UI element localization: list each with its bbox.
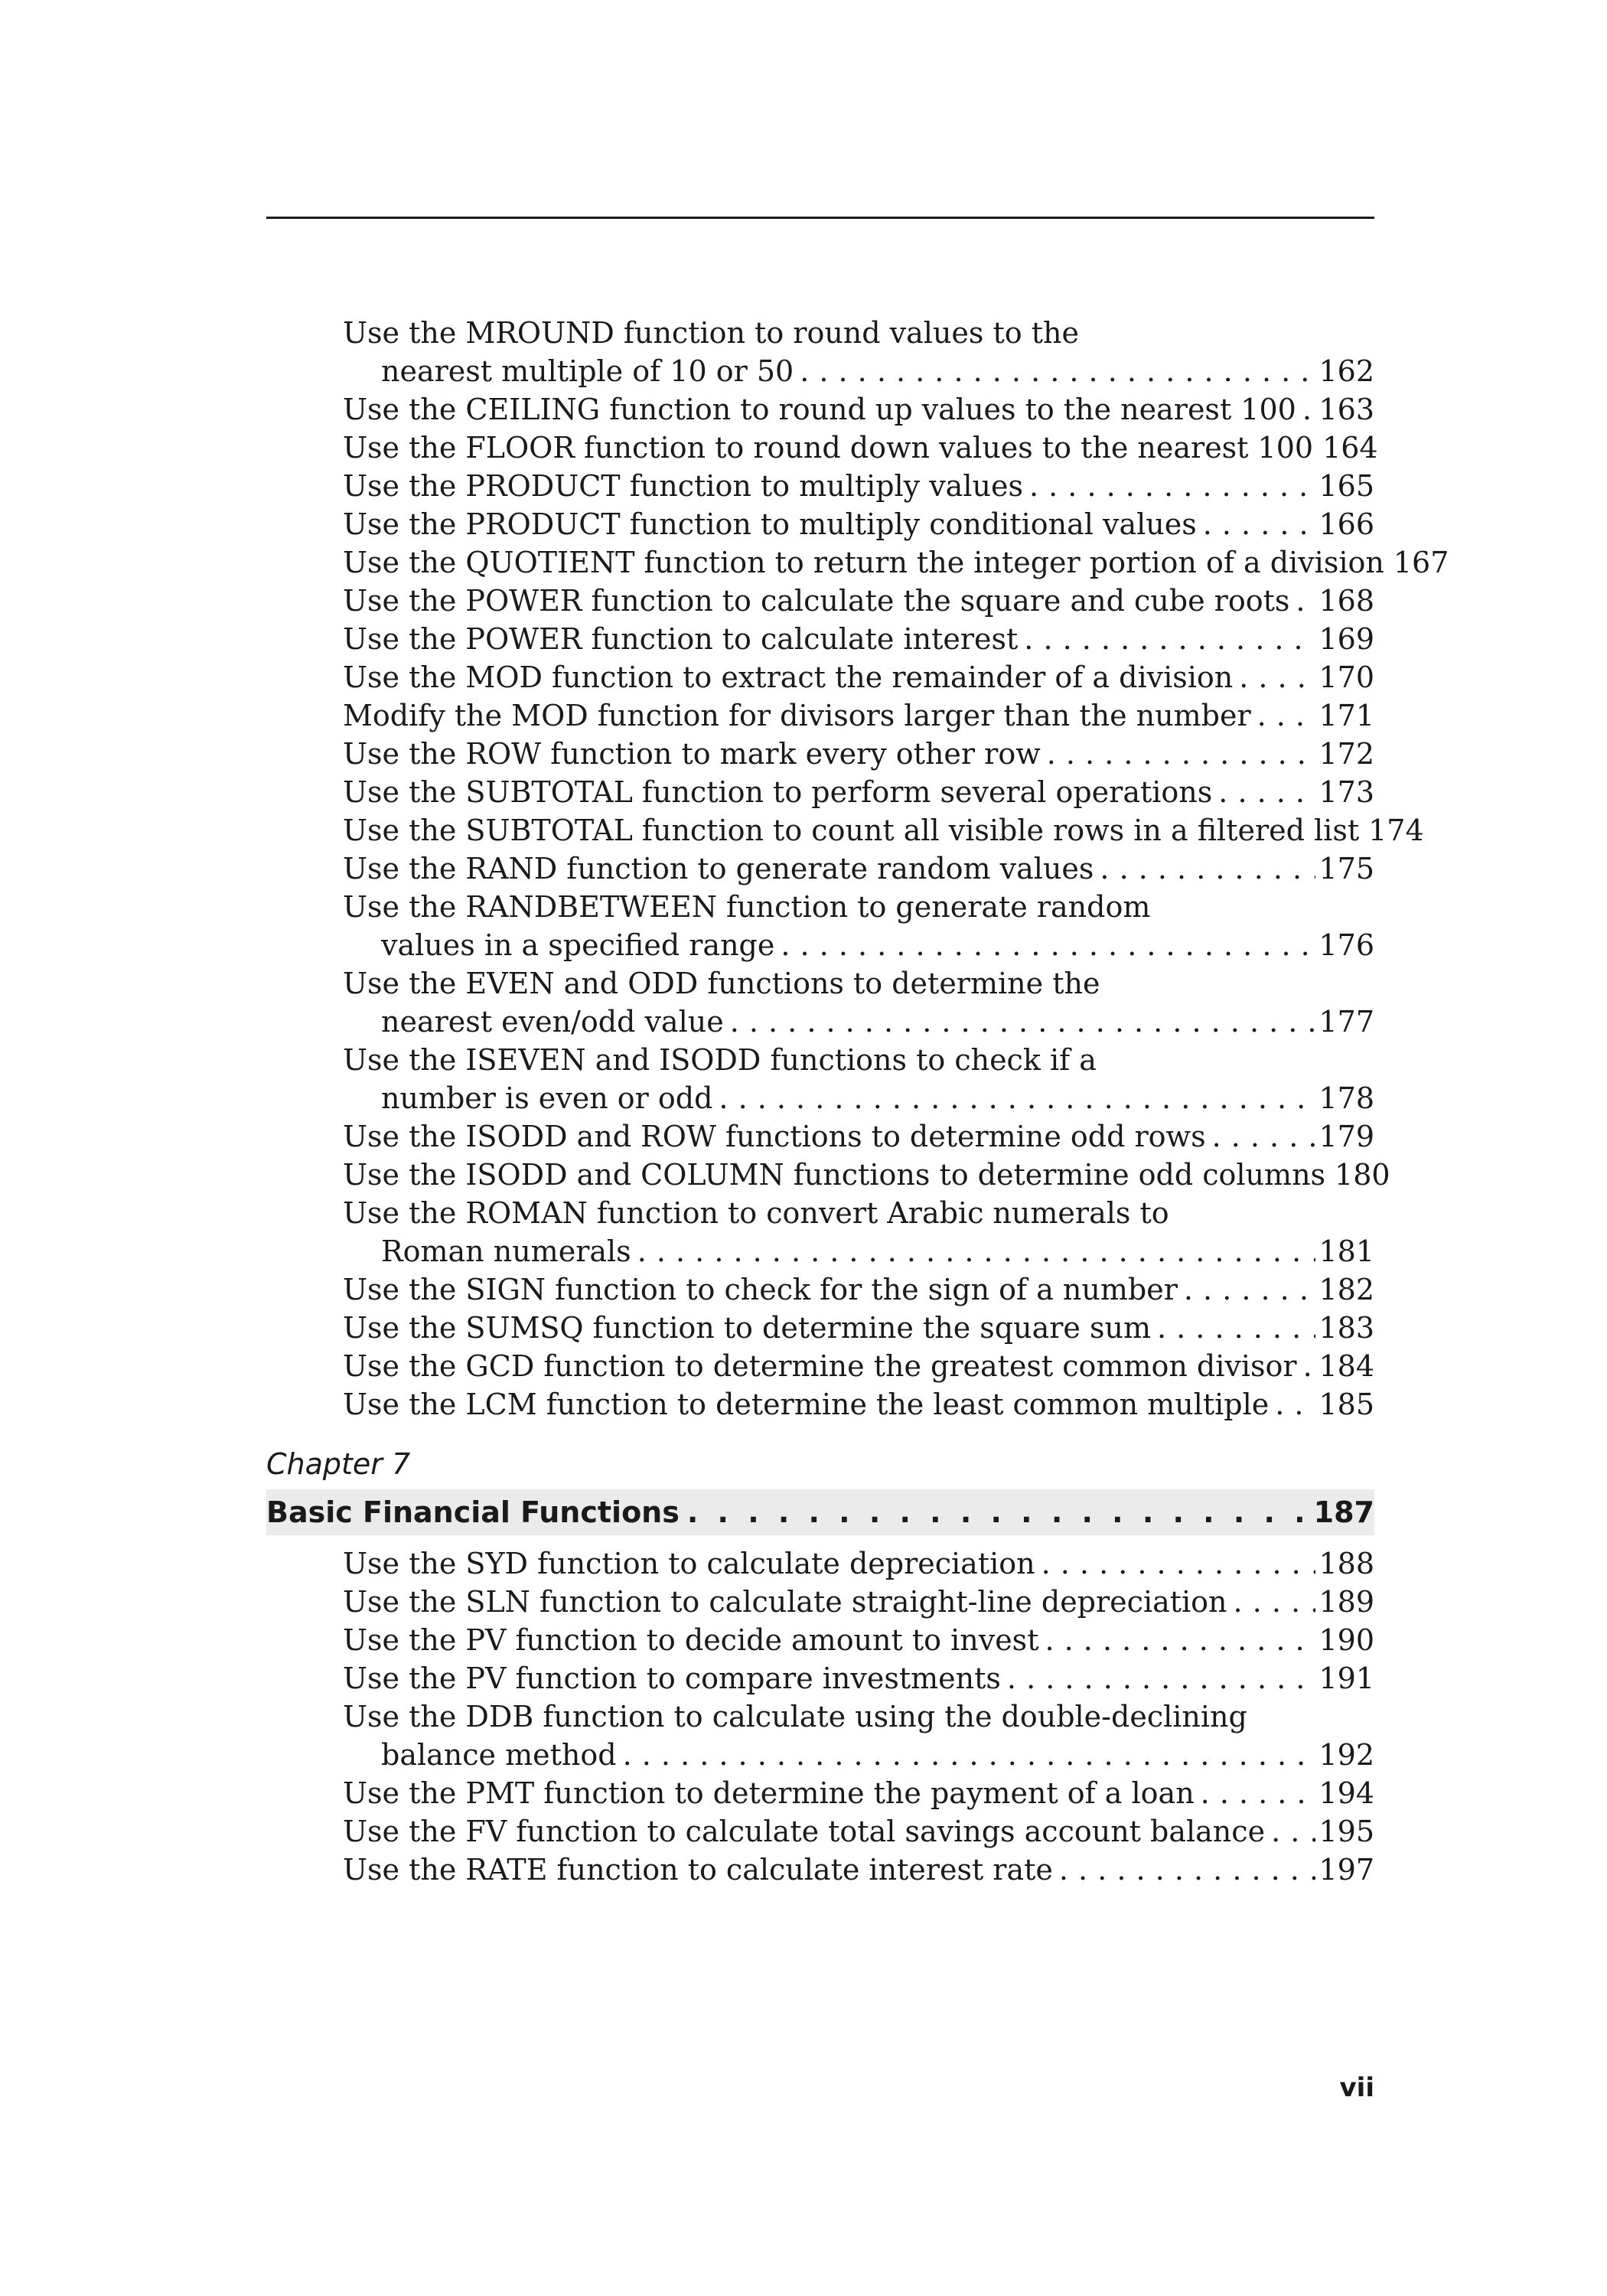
- toc-entry-title: balance method: [381, 1738, 617, 1772]
- toc-entry-line: [343, 620, 1374, 658]
- toc-entry-title: Use the PRODUCT function to multiply conditional values: [343, 507, 1197, 541]
- toc-entry-title: Use the SUBTOTAL function to perform several operations: [343, 775, 1213, 809]
- dot-leader: [1045, 1621, 1315, 1659]
- toc-entry: [343, 1544, 1374, 1583]
- toc-entry-line: [343, 811, 1424, 850]
- toc-entry: [343, 735, 1374, 773]
- toc-entry: [343, 888, 1374, 964]
- dot-leader: [623, 1736, 1316, 1774]
- toc-page-number: 171: [1319, 699, 1374, 732]
- toc-entry-continuation: [343, 926, 1374, 964]
- toc-page-number: 174: [1368, 814, 1424, 847]
- toc-entry-title: Use the ISEVEN and ISODD functions to check if a: [343, 1043, 1097, 1077]
- toc-entry: [343, 1347, 1374, 1385]
- toc-entry: [343, 429, 1378, 467]
- toc-page-number: 166: [1319, 507, 1374, 541]
- toc-entry-line: [343, 1544, 1374, 1583]
- dot-leader: [1157, 1309, 1315, 1347]
- dot-leader: [1302, 390, 1316, 429]
- toc-entry-title: Roman numerals: [381, 1234, 631, 1268]
- dot-leader: [1100, 850, 1315, 888]
- toc-entry-title: nearest multiple of 10 or 50: [381, 354, 794, 388]
- toc-entry-line: [343, 1194, 1374, 1232]
- toc-page-number: 162: [1319, 354, 1374, 388]
- toc-entry-continuation: [343, 1232, 1374, 1270]
- toc-entry: [343, 1270, 1374, 1309]
- toc-entry-continuation: [343, 1003, 1374, 1041]
- dot-leader: [1257, 696, 1316, 735]
- toc-page-number: 185: [1319, 1388, 1374, 1421]
- toc-page-number: 170: [1319, 660, 1374, 694]
- toc-entry-title: number is even or odd: [381, 1081, 713, 1115]
- dot-leader: [1271, 1812, 1315, 1851]
- dot-leader: [800, 352, 1315, 390]
- toc-page-number: 197: [1319, 1853, 1374, 1887]
- toc-entry: [343, 1659, 1374, 1698]
- toc-page-number: 183: [1319, 1311, 1374, 1345]
- toc-entry: [343, 1698, 1374, 1774]
- toc-entry-line: [343, 429, 1378, 467]
- toc-entry-line: [343, 850, 1374, 888]
- toc-entry-title: Use the SUBTOTAL function to count all visible rows in a filtered list: [343, 814, 1360, 847]
- dot-leader: [1303, 1347, 1316, 1385]
- page-folio: vii: [1339, 2073, 1374, 2103]
- toc-page-number: 188: [1319, 1547, 1374, 1580]
- chapter-title: Basic Financial Functions: [266, 1495, 680, 1529]
- toc-page-number: 194: [1319, 1776, 1374, 1810]
- toc-page-number: 182: [1319, 1273, 1374, 1306]
- dot-leader: [687, 1495, 1309, 1529]
- dot-leader: [730, 1003, 1316, 1041]
- toc-entry-title: Use the RATE function to calculate interest rate: [343, 1853, 1053, 1887]
- toc-entry-line: [343, 658, 1374, 696]
- dot-leader: [1029, 467, 1316, 505]
- toc-page-number: 164: [1322, 431, 1378, 465]
- toc-entry-title: Use the FLOOR function to round down values to the nearest 100: [343, 431, 1314, 465]
- toc-entry: [343, 1041, 1374, 1117]
- toc-entry: [343, 1621, 1374, 1659]
- toc-entry: [343, 1851, 1374, 1889]
- toc-page-number: 177: [1319, 1005, 1374, 1039]
- dot-leader: [1218, 773, 1315, 811]
- toc-page-number: 180: [1335, 1158, 1390, 1192]
- toc-entry-title: Use the CEILING function to round up values to the nearest 100: [343, 393, 1296, 426]
- toc-entry-title: Use the PV function to compare investments: [343, 1662, 1001, 1695]
- toc-page-number: 172: [1319, 737, 1374, 771]
- toc-entry-title: Use the SIGN function to check for the sign of a number: [343, 1273, 1178, 1306]
- toc-entry: [343, 964, 1374, 1041]
- toc-page-number: 192: [1319, 1738, 1374, 1772]
- dot-leader: [1041, 1544, 1316, 1583]
- toc-entry: [343, 658, 1374, 696]
- toc-page-number: 176: [1319, 928, 1374, 962]
- toc-entry-title: Use the SUMSQ function to determine the square sum: [343, 1311, 1151, 1345]
- toc-entry: [343, 773, 1374, 811]
- toc-page-number: 173: [1319, 775, 1374, 809]
- toc-entry: [343, 1194, 1374, 1270]
- toc-entry-title: Use the SYD function to calculate depreciation: [343, 1547, 1035, 1580]
- toc-entry-line: [343, 735, 1374, 773]
- toc-page-number: 179: [1319, 1120, 1374, 1153]
- toc-entry-title: Modify the MOD function for divisors larger than the number: [343, 699, 1251, 732]
- toc-entry-title: Use the ISODD and ROW functions to determine odd rows: [343, 1120, 1206, 1153]
- toc-page-number: 169: [1319, 622, 1374, 656]
- toc-entry-title: Use the ISODD and COLUMN functions to determine odd columns: [343, 1158, 1326, 1192]
- toc-entry-title: Use the MOD function to extract the remainder of a division: [343, 660, 1234, 694]
- toc-entry-title: Use the SLN function to calculate straight-line depreciation: [343, 1585, 1227, 1619]
- toc-page-number: 181: [1319, 1234, 1374, 1268]
- toc-entry-title: Use the MROUND function to round values to the: [343, 316, 1079, 350]
- toc-entry-line: [343, 1270, 1374, 1309]
- toc-page-number: 165: [1319, 469, 1374, 503]
- toc-entry: [343, 696, 1374, 735]
- toc-entry: [343, 467, 1374, 505]
- toc-entries-chapter-6: [343, 314, 1449, 1424]
- toc-entry-title: Use the ROW function to mark every other row: [343, 737, 1041, 771]
- toc-entry-title: values in a specified range: [381, 928, 775, 962]
- dot-leader: [1024, 620, 1315, 658]
- dot-leader: [1234, 1583, 1316, 1621]
- toc-entry: [343, 1117, 1374, 1156]
- chapter-page-number: 187: [1313, 1495, 1374, 1529]
- toc-entry-title: Use the EVEN and ODD functions to determine the: [343, 967, 1100, 1000]
- header-rule: [266, 217, 1374, 219]
- dot-leader: [637, 1232, 1316, 1270]
- toc-entry-title: Use the ROMAN function to convert Arabic numerals to: [343, 1196, 1169, 1230]
- toc-entry-line: [343, 467, 1374, 505]
- toc-entry: [343, 1583, 1374, 1621]
- toc-entry: [343, 543, 1449, 582]
- toc-entry: [343, 1812, 1374, 1851]
- toc-entry-continuation: [343, 1079, 1374, 1117]
- toc-page-number: 167: [1393, 546, 1449, 579]
- dot-leader: [1212, 1117, 1316, 1156]
- toc-entry-line: [343, 390, 1374, 429]
- dot-leader: [781, 926, 1315, 964]
- toc-entry-line: [343, 582, 1374, 620]
- toc-entry-title: Use the PV function to decide amount to invest: [343, 1623, 1039, 1657]
- toc-entry-title: Use the POWER function to calculate interest: [343, 622, 1019, 656]
- toc-entry-line: [343, 505, 1374, 543]
- toc-entry-line: [343, 1347, 1374, 1385]
- toc-entry: [343, 314, 1374, 390]
- toc-entries-chapter-7: [343, 1544, 1374, 1889]
- toc-entry-line: [343, 1621, 1374, 1659]
- chapter-label: Chapter 7: [266, 1447, 411, 1481]
- toc-entry-line: [343, 1774, 1374, 1812]
- toc-entry-line: [343, 888, 1374, 926]
- toc-entry-title: Use the FV function to calculate total savings account balance: [343, 1815, 1266, 1848]
- toc-entry-line: [343, 1659, 1374, 1698]
- toc-entry-title: Use the RANDBETWEEN function to generate random: [343, 890, 1151, 924]
- toc-entry: [343, 1309, 1374, 1347]
- toc-entry: [343, 850, 1374, 888]
- toc-page-number: 178: [1319, 1081, 1374, 1115]
- toc-entry-line: [343, 773, 1374, 811]
- toc-entry-line: [343, 1812, 1374, 1851]
- toc-entry-title: Use the RAND function to generate random values: [343, 852, 1094, 885]
- dot-leader: [1007, 1659, 1316, 1698]
- dot-leader: [1275, 1385, 1315, 1424]
- toc-entry-title: Use the LCM function to determine the least common multiple: [343, 1388, 1270, 1421]
- toc-entry: [343, 1774, 1374, 1812]
- toc-page-number: 175: [1319, 852, 1374, 885]
- toc-page-number: 191: [1319, 1662, 1374, 1695]
- toc-entry-line: [343, 696, 1374, 735]
- toc-page-number: 190: [1319, 1623, 1374, 1657]
- toc-entry-title: Use the PMT function to determine the payment of a loan: [343, 1776, 1195, 1810]
- dot-leader: [1203, 505, 1316, 543]
- toc-page-number: 184: [1319, 1349, 1374, 1383]
- toc-entry-title: Use the QUOTIENT function to return the integer portion of a division: [343, 546, 1384, 579]
- toc-entry-line: [343, 1041, 1374, 1079]
- dot-leader: [1047, 735, 1316, 773]
- toc-page-number: 163: [1319, 393, 1374, 426]
- toc-entry-line: [343, 1309, 1374, 1347]
- toc-entry-title: nearest even/odd value: [381, 1005, 724, 1039]
- toc-entry-line: [343, 314, 1374, 352]
- dot-leader: [1296, 582, 1315, 620]
- toc-page-number: 189: [1319, 1585, 1374, 1619]
- toc-entry: [343, 620, 1374, 658]
- toc-entry-line: [343, 1385, 1374, 1424]
- toc-entry-line: [343, 1851, 1374, 1889]
- toc-entry: [343, 811, 1424, 850]
- toc-entry-title: Use the PRODUCT function to multiply values: [343, 469, 1023, 503]
- dot-leader: [719, 1079, 1315, 1117]
- toc-page-number: 195: [1319, 1815, 1374, 1848]
- toc-entry-title: Use the DDB function to calculate using the double-declining: [343, 1700, 1247, 1733]
- toc-entry-line: [343, 1117, 1374, 1156]
- dot-leader: [1239, 658, 1315, 696]
- toc-entry: [343, 1156, 1390, 1194]
- dot-leader: [1201, 1774, 1316, 1812]
- toc-entry-continuation: [343, 352, 1374, 390]
- toc-entry: [343, 505, 1374, 543]
- toc-entry-line: [343, 1583, 1374, 1621]
- toc-entry: [343, 582, 1374, 620]
- dot-leader: [1059, 1851, 1316, 1889]
- toc-entry-title: Use the POWER function to calculate the square and cube roots: [343, 584, 1290, 618]
- toc-entry-title: Use the GCD function to determine the greatest common divisor: [343, 1349, 1297, 1383]
- toc-entry: [343, 1385, 1374, 1424]
- toc-page-number: 168: [1319, 584, 1374, 618]
- toc-entry-line: [343, 964, 1374, 1003]
- chapter-heading: [266, 1489, 1374, 1535]
- toc-entry-line: [343, 1156, 1390, 1194]
- toc-entry-line: [343, 543, 1449, 582]
- toc-entry-line: [343, 1698, 1374, 1736]
- dot-leader: [1184, 1270, 1316, 1309]
- toc-entry: [343, 390, 1374, 429]
- toc-entry-continuation: [343, 1736, 1374, 1774]
